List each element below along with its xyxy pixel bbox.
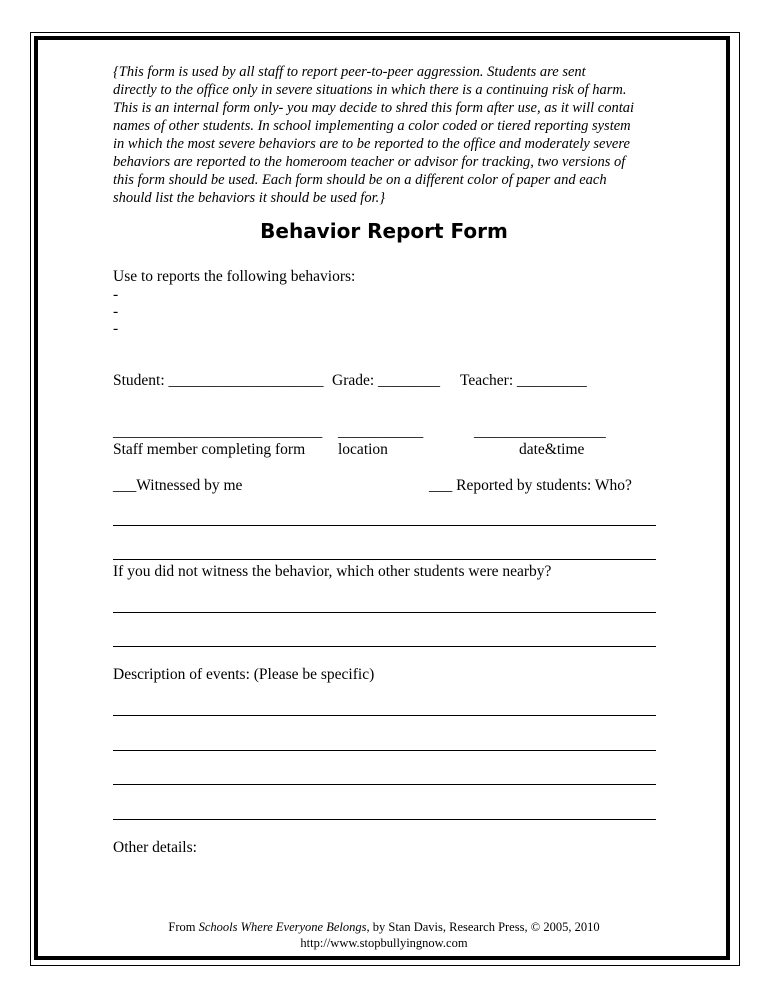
reported-by-students-checkbox[interactable]: ___ Reported by students: Who? [429,477,632,494]
location-label: location [338,441,388,458]
staff-member-label: Staff member completing form [113,441,306,458]
nearby-students-question: If you did not witness the behavior, which other students were nearby? [113,563,552,580]
datetime-blank[interactable]: _________________ [474,423,606,440]
intro-line: directly to the office only in severe situations in which there is a continuing risk of harm. [113,82,627,98]
student-field[interactable]: Student: ____________________ [113,372,324,389]
description-label: Description of events: (Please be specific) [113,666,375,683]
answer-line[interactable] [113,646,656,647]
intro-line: This is an internal form only- you may decide to shred this form after use, as it will contai [113,100,635,116]
behavior-bullet[interactable]: - [113,286,119,303]
datetime-label: date&time [519,441,585,458]
behavior-bullet[interactable]: - [113,320,119,337]
footer-url[interactable]: http://www.stopbullyingnow.com [300,936,468,950]
witnessed-by-me-checkbox[interactable]: ___Witnessed by me [113,477,243,494]
intro-line: this form should be used. Each form should be on a different color of paper and each [113,172,607,188]
intro-line: behaviors are reported to the homeroom teacher or advisor for tracking, two versions of [113,154,626,170]
intro-line: names of other students. In school implementing a color coded or tiered reporting system [113,118,631,134]
answer-line[interactable] [113,612,656,613]
behaviors-label: Use to reports the following behaviors: [113,268,356,285]
answer-line[interactable] [113,819,656,820]
answer-line[interactable] [113,750,656,751]
footer-book-title: Schools Where Everyone Belongs [198,920,367,934]
intro-line: in which the most severe behaviors are to be reported to the office and moderately severe [113,136,630,152]
form-title: Behavior Report Form [260,219,508,243]
behavior-bullet[interactable]: - [113,303,119,320]
intro-line: {This form is used by all staff to report peer-to-peer aggression. Students are sent [113,64,586,80]
footer-citation [0,919,768,935]
answer-line[interactable] [113,715,656,716]
answer-line[interactable] [113,784,656,785]
answer-line[interactable] [113,525,656,526]
intro-instructions [113,63,658,207]
teacher-field[interactable]: Teacher: _________ [460,372,587,389]
other-details-label: Other details: [113,839,197,856]
footer-publisher: , by Stan Davis, Research Press, © 2005, 2010 [366,920,600,934]
intro-line: should list the behaviors it should be used for.} [113,190,386,206]
location-blank[interactable]: ___________ [338,423,424,440]
grade-field[interactable]: Grade: ________ [332,372,441,389]
staff-member-blank[interactable]: ___________________________ [113,423,323,440]
footer-from: From [168,920,199,934]
answer-line[interactable] [113,559,656,560]
